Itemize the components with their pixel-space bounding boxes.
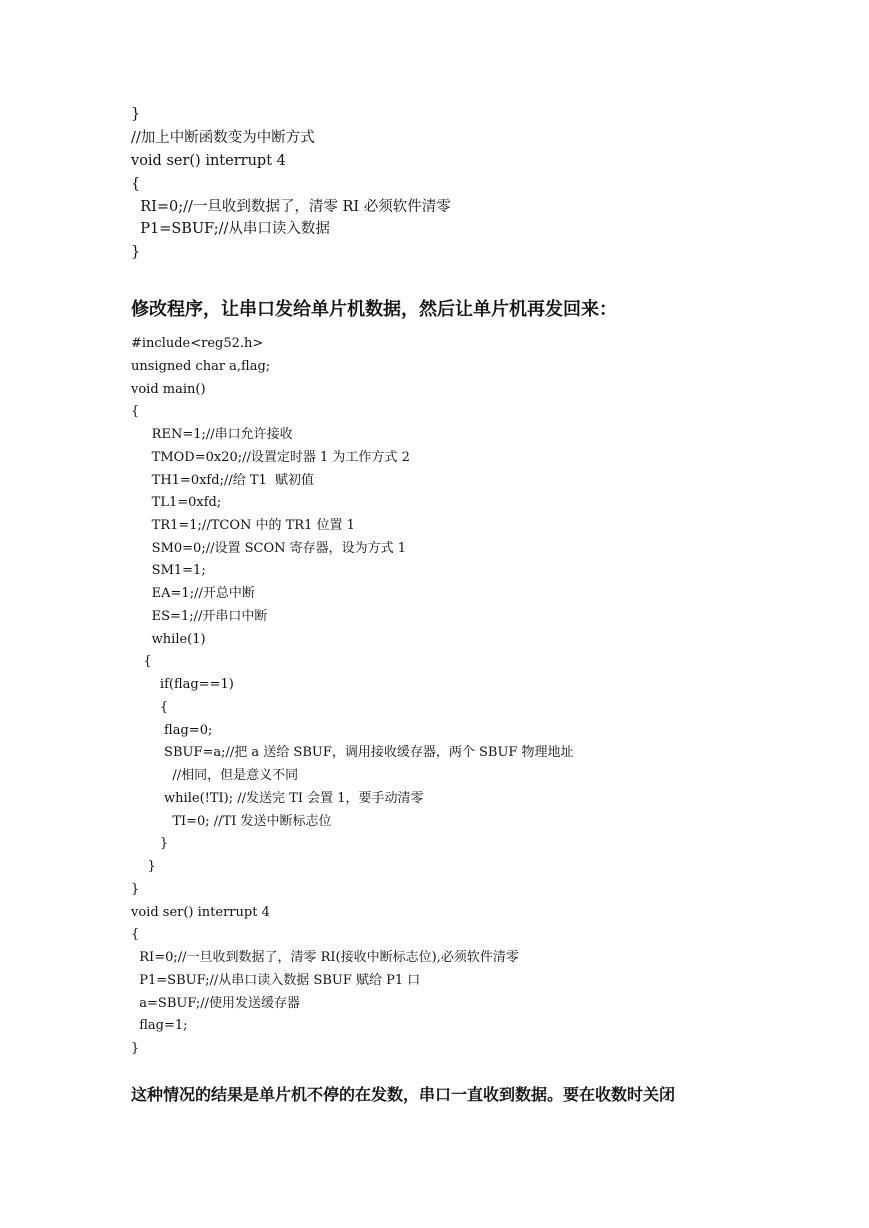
code-line: //相同，但是意义不同 bbox=[131, 768, 299, 783]
code-line: unsigned char a,flag; bbox=[131, 359, 271, 374]
code-line: TR1=1;//TCON 中的 TR1 位置 1 bbox=[131, 518, 355, 533]
code-line: } bbox=[131, 106, 141, 122]
code-line: { bbox=[131, 404, 140, 419]
code-line: P1=SBUF;//从串口读入数据 bbox=[131, 221, 330, 237]
code-line: ES=1;//开串口中断 bbox=[131, 609, 268, 624]
code-line: a=SBUF;//使用发送缓存器 bbox=[131, 996, 301, 1011]
code-line: } bbox=[131, 836, 169, 851]
code-line: { bbox=[131, 654, 152, 669]
code-line: { bbox=[131, 927, 140, 942]
section-heading: 修改程序，让串口发给单片机数据，然后让单片机再发回来： bbox=[131, 299, 617, 320]
code-line: flag=1; bbox=[131, 1018, 188, 1033]
code-line: } bbox=[131, 882, 140, 897]
code-line: { bbox=[131, 176, 141, 192]
code-line: REN=1;//串口允许接收 bbox=[131, 427, 293, 442]
code-line: //加上中断函数变为中断方式 bbox=[131, 130, 315, 146]
code-line: } bbox=[131, 244, 141, 260]
code-line: void main() bbox=[131, 382, 206, 397]
code-line: } bbox=[131, 859, 156, 874]
code-line: TMOD=0x20;//设置定时器 1 为工作方式 2 bbox=[131, 450, 410, 465]
code-line: } bbox=[131, 1041, 140, 1056]
code-line: RI=0;//一旦收到数据了，清零 RI(接收中断标志位),必须软件清零 bbox=[131, 950, 519, 965]
code-line: flag=0; bbox=[131, 723, 213, 738]
code-line: TL1=0xfd; bbox=[131, 495, 222, 510]
code-line: while(!TI); //发送完 TI 会置 1，要手动清零 bbox=[131, 791, 424, 806]
code-line: void ser() interrupt 4 bbox=[131, 153, 286, 169]
code-line: #include<reg52.h> bbox=[131, 336, 264, 351]
code-line: void ser() interrupt 4 bbox=[131, 905, 270, 920]
code-line: RI=0;//一旦收到数据了，清零 RI 必须软件清零 bbox=[131, 199, 451, 215]
code-line: SBUF=a;//把 a 送给 SBUF，调用接收缓存器，两个 SBUF 物理地址 bbox=[131, 745, 574, 760]
code-line: P1=SBUF;//从串口读入数据 SBUF 赋给 P1 口 bbox=[131, 973, 421, 988]
code-line: TI=0; //TI 发送中断标志位 bbox=[131, 814, 332, 829]
code-line: EA=1;//开总中断 bbox=[131, 586, 255, 601]
code-line: { bbox=[131, 700, 169, 715]
body-paragraph: 这种情况的结果是单片机不停的在发数，串口一直收到数据。要在收数时关闭 bbox=[131, 1085, 676, 1104]
code-line: if(flag==1) bbox=[131, 677, 234, 692]
code-line: while(1) bbox=[131, 632, 206, 647]
code-line: SM0=0;//设置 SCON 寄存器，设为方式 1 bbox=[131, 541, 407, 556]
code-line: TH1=0xfd;//给 T1 赋初值 bbox=[131, 473, 315, 488]
code-line: SM1=1; bbox=[131, 563, 206, 578]
